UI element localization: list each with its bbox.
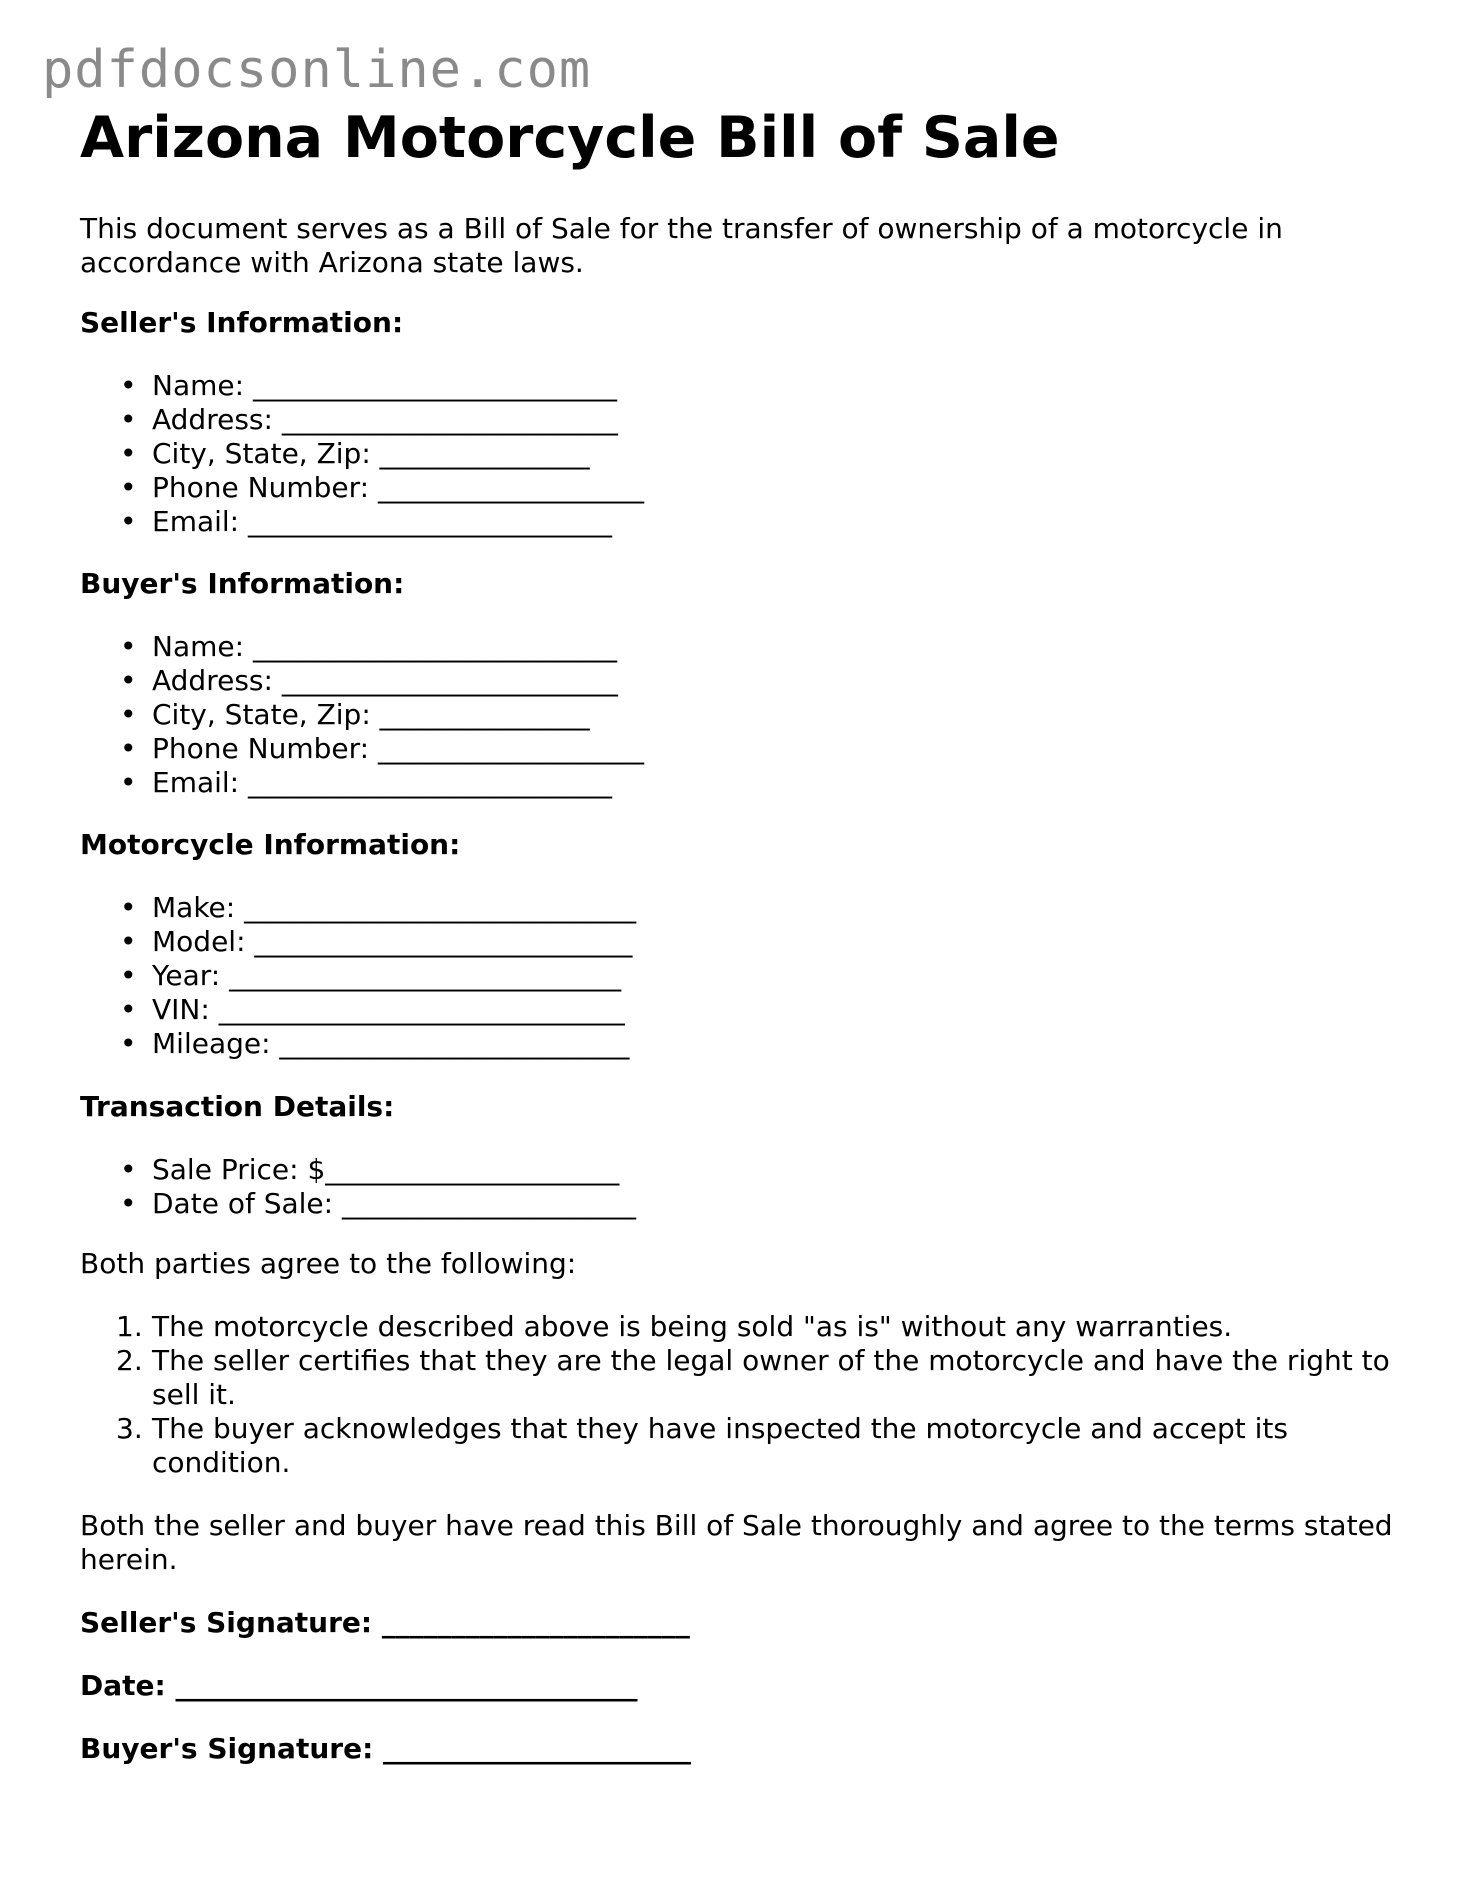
intro-paragraph: This document serves as a Bill of Sale for the transfer of ownership of a motorcycle in accordance with Arizona state laws. xyxy=(80,212,1283,279)
buyer-address-field[interactable]: • Address: ________________________ xyxy=(80,664,1400,698)
buyer-email-field[interactable]: • Email: __________________________ xyxy=(80,766,1400,800)
signature-date-field[interactable]: Date: _________________________________ xyxy=(80,1669,638,1702)
buyer-city-state-zip-field[interactable]: • City, State, Zip: _______________ xyxy=(80,698,1400,732)
seller-signature-field[interactable]: Seller's Signature: ______________________ xyxy=(80,1606,690,1639)
motorcycle-field-list xyxy=(80,891,1400,1061)
closing-paragraph: Both the seller and buyer have read this Bill of Sale thoroughly and agree to the terms stated herein. xyxy=(80,1509,1393,1576)
buyer-phone-field[interactable]: • Phone Number: ___________________ xyxy=(80,732,1400,766)
buyer-section xyxy=(80,567,1400,800)
agreement-term: 3. The buyer acknowledges that they have inspected the motorcycle and accept its condition. xyxy=(116,1412,1288,1479)
agreement-term: 2. The seller certifies that they are the legal owner of the motorcycle and have the right to sell it. xyxy=(116,1344,1390,1411)
buyer-signature-field[interactable]: Buyer's Signature: ______________________ xyxy=(80,1732,692,1765)
seller-field-list xyxy=(80,369,1400,539)
agreement-lead: Both parties agree to the following: xyxy=(80,1247,577,1280)
seller-section xyxy=(80,306,1400,539)
seller-address-field[interactable]: • Address: ________________________ xyxy=(80,403,1400,437)
motorcycle-section xyxy=(80,828,1400,1061)
transaction-section xyxy=(80,1090,1400,1221)
seller-city-state-zip-field[interactable]: • City, State, Zip: _______________ xyxy=(80,437,1400,471)
motorcycle-vin-field[interactable]: • VIN: _____________________________ xyxy=(80,993,1400,1027)
agreement-section xyxy=(80,1247,1400,1480)
seller-phone-field[interactable]: • Phone Number: ___________________ xyxy=(80,471,1400,505)
date-of-sale-field[interactable]: • Date of Sale: _____________________ xyxy=(80,1187,1400,1221)
agreement-terms-list xyxy=(80,1310,1400,1480)
seller-heading: Seller's Information: xyxy=(80,306,404,339)
document-body xyxy=(80,100,1400,1765)
motorcycle-year-field[interactable]: • Year: ____________________________ xyxy=(80,959,1400,993)
seller-email-field[interactable]: • Email: __________________________ xyxy=(80,505,1400,539)
buyer-name-field[interactable]: • Name: __________________________ xyxy=(80,630,1400,664)
motorcycle-mileage-field[interactable]: • Mileage: _________________________ xyxy=(80,1027,1400,1061)
buyer-field-list xyxy=(80,630,1400,800)
page-title: Arizona Motorcycle Bill of Sale xyxy=(80,105,1060,171)
buyer-heading: Buyer's Information: xyxy=(80,567,405,600)
motorcycle-heading: Motorcycle Information: xyxy=(80,828,461,861)
transaction-field-list xyxy=(80,1153,1400,1221)
seller-name-field[interactable]: • Name: __________________________ xyxy=(80,369,1400,403)
watermark-logo: pdfdocsonline.com xyxy=(42,40,592,100)
motorcycle-make-field[interactable]: • Make: ____________________________ xyxy=(80,891,1400,925)
motorcycle-model-field[interactable]: • Model: ___________________________ xyxy=(80,925,1400,959)
agreement-term: 1. The motorcycle described above is being sold "as is" without any warranties. xyxy=(116,1310,1233,1343)
sale-price-field[interactable]: • Sale Price: $_____________________ xyxy=(80,1153,1400,1187)
transaction-heading: Transaction Details: xyxy=(80,1090,395,1123)
